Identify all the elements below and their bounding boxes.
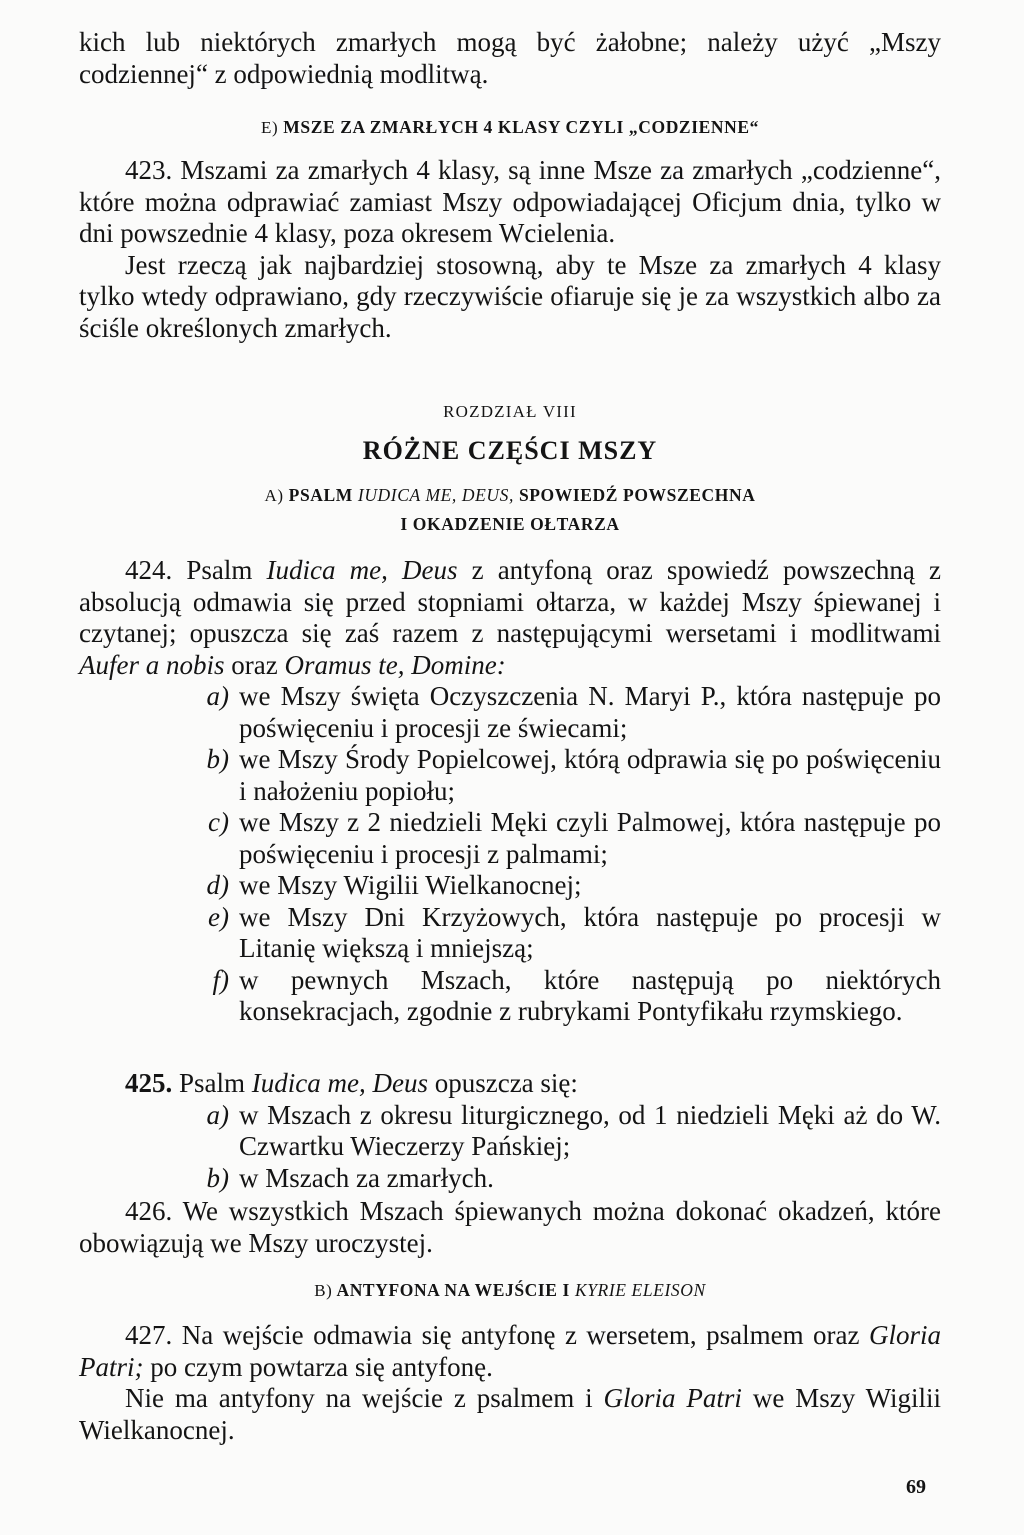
para-424-list [189,681,941,1028]
para-423-second: Jest rzeczą jak najbardziej stosowną, aby te Msze za zmarłych 4 klasy tylko wtedy odprawiano, gdy rzeczywiście ofiaruje się je za wszystkich albo za ściśle określonych zmarłych. [79,249,941,343]
list-item-mark: e) [208,901,229,932]
para-424-text-3: oraz [231,649,278,680]
para-425-italic-1: Iudica me, Deus [251,1068,428,1098]
chapter-block [79,402,941,422]
list-item-mark: c) [208,807,229,837]
para-424-block [79,555,941,1028]
list-item-text: we Mszy Środy Popielcowej, którą odprawia się po poświęceniu i nałożeniu popiołu; [239,744,941,806]
list-item-text: w Mszach z okresu liturgicznego, od 1 niedzieli Męki aż do W. Czwartku Wieczerzy Pańskiej; [239,1099,941,1161]
list-item-text: w pewnych Mszach, które następują po niektórych konsekracjach, zgodnie z rubrykami Pontyfikału rzymskiego. [239,964,941,1026]
list-item [189,807,941,870]
list-item-mark: a) [206,1099,229,1130]
section-b-letter: B) [314,1281,333,1300]
para-427-text-2: po czym powtarza się antyfonę. [150,1351,493,1382]
para-425-number: 425. [125,1068,173,1098]
para-426 [79,1196,941,1259]
list-item-mark: b) [206,744,229,774]
para-425 [79,1068,941,1100]
para-425-text-1: Psalm [179,1068,246,1098]
list-item [189,681,941,744]
para-424-italic-2: Aufer a nobis [79,649,225,680]
section-a-block [79,481,941,538]
list-item-text: we Mszy z 2 niedzieli Męki czyli Palmowej, która następuje po poświęceniu i procesji z palmami; [239,807,941,869]
chapter-title: RÓŻNE CZĘŚCI MSZY [362,436,658,465]
para-424-italic-3: Oramus te, Domine: [284,649,506,680]
list-item-mark: a) [206,681,229,711]
section-a-letter: A) [264,486,284,505]
para-427 [79,1320,941,1383]
section-a-heading [79,481,941,510]
para-424-italic-1: Iudica me, Deus [266,555,458,585]
para-423-block [79,155,941,344]
section-e-block [79,113,941,142]
chapter-label: ROZDZIAŁ VIII [443,402,577,421]
para-424-text-2: z antyfoną oraz spowiedź powszechną z absolucją odmawia się przed stopniami ołtarza, w każdej Mszy śpiewanej i czytanej; opuszcza się zaś razem z następującymi wersetami i modlitwami [79,555,942,648]
section-a-title-pre: PSALM [288,485,353,505]
para-427-italic-1: Gloria Patri; [79,1320,942,1382]
list-item-mark: d) [206,870,229,900]
section-a-title-italic: IUDICA ME, DEUS, [357,485,514,505]
list-item [189,1100,941,1163]
para-424 [79,555,941,681]
intro-block [79,27,941,90]
para-427-text-4: we Mszy Wigilii Wielkanocnej. [79,1383,942,1445]
para-426-number: 426. [125,1196,173,1226]
para-426-text: We wszystkich Mszach śpiewanych można dokonać okadzeń, które obowiązują we Mszy uroczystej. [79,1196,941,1258]
para-425-text-2: opuszcza się: [434,1068,578,1098]
para-427-text-3: Nie ma antyfony na wejście z psalmem i [125,1383,593,1413]
section-b-title-pre: ANTYFONA NA WEJŚCIE I [336,1280,570,1300]
para-427-italic-2: Gloria Patri [603,1383,742,1413]
list-item [189,870,941,902]
section-a-heading-line2: I OKADZENIE OŁTARZA [400,514,620,534]
para-424-text-1: Psalm [186,555,253,585]
section-e-letter: E) [261,118,279,137]
section-b-title-italic: KYRIE ELEISON [574,1280,706,1300]
para-427-text-1: Na wejście odmawia się antyfonę z wersetem, psalmem oraz [181,1320,860,1350]
para-427-number: 427. [125,1320,173,1350]
list-item-text: we Mszy Wigilii Wielkanocnej; [239,870,582,900]
para-424-number: 424. [125,555,173,585]
para-426-block [79,1196,941,1259]
intro-paragraph: kich lub niektórych zmarłych mogą być żałobne; należy użyć „Mszy codziennej“ z odpowiednią modlitwą. [79,27,941,89]
para-427-second [79,1383,941,1446]
section-b-heading [79,1276,941,1305]
section-b-block [79,1276,941,1305]
para-423 [79,155,941,250]
para-425-block [79,1068,941,1194]
list-item [189,744,941,807]
para-427-block [79,1320,941,1446]
list-item-mark: b) [206,1162,229,1193]
section-e-heading [79,113,941,142]
section-e-title: MSZE ZA ZMARŁYCH 4 KLASY CZYLI „CODZIENNE“ [283,117,759,137]
chapter-title-block [79,436,941,466]
page-number: 69 [906,1476,926,1498]
list-item-text: we Mszy Dni Krzyżowych, która następuje po procesji w Litanię większą i mniejszą; [239,901,941,963]
list-item-text: w Mszach za zmarłych. [239,1162,494,1193]
list-item [189,1163,941,1195]
list-item [189,902,941,965]
para-423-text: Mszami za zmarłych 4 klasy, są inne Msze za zmarłych „codzienne“, które można odprawiać zamiast Mszy odpowiadającej Oficjum dnia, tylko w dni powszednie 4 klasy, poza okresem Wcielenia. [79,155,941,248]
list-item [189,965,941,1028]
para-423-number: 423. [125,155,173,185]
list-item-text: we Mszy święta Oczyszczenia N. Maryi P., która następuje po poświęceniu i procesji ze świecami; [239,681,941,743]
list-item-mark: f) [212,964,229,995]
para-425-list [189,1100,941,1195]
section-a-title-post: SPOWIEDŹ POWSZECHNA [518,485,756,505]
